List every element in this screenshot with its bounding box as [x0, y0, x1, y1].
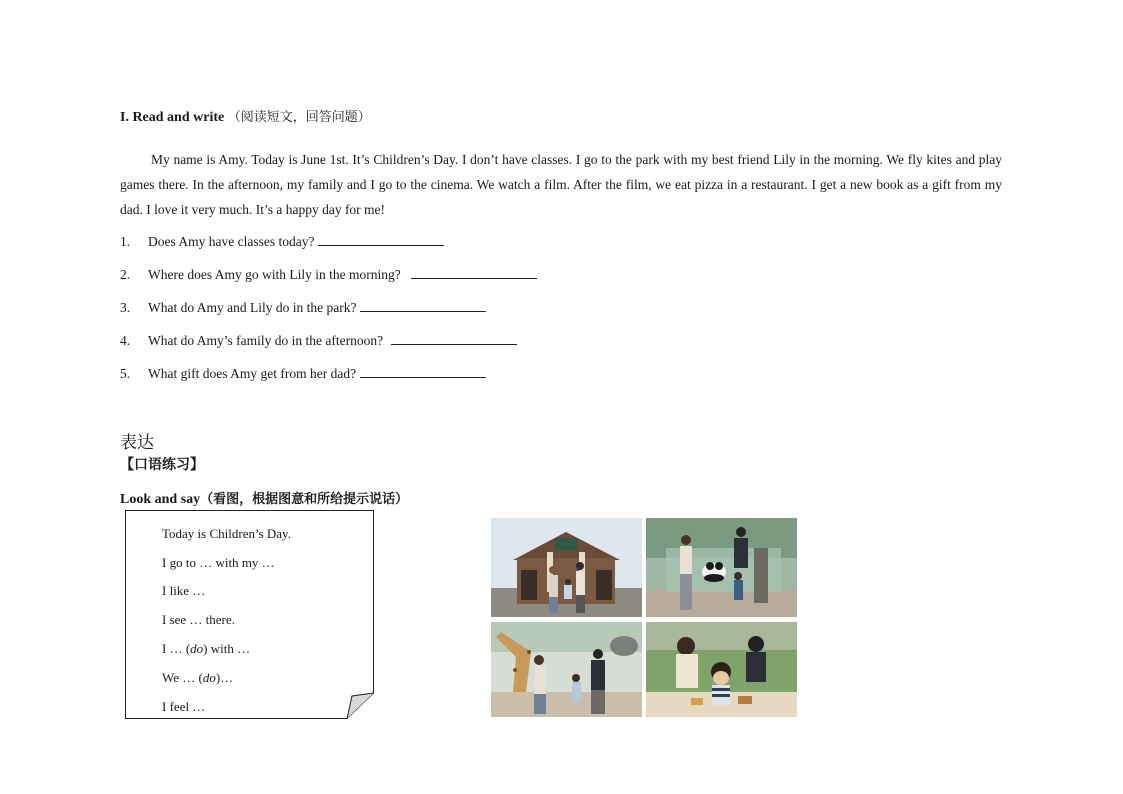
prompt-line: I see … there.: [162, 612, 235, 627]
question-2: [120, 266, 537, 283]
question-number: 4.: [120, 333, 131, 348]
question-text: Does Amy have classes today?: [148, 234, 315, 249]
prompt-line: We … (do)…: [162, 670, 234, 685]
oral-practice-heading: 【口语练习】: [120, 457, 204, 473]
question-3: [120, 299, 486, 316]
picnic-photo: [646, 622, 797, 721]
zoo-entrance-photo: [491, 518, 642, 617]
question-text: What gift does Amy get from her dad?: [148, 366, 357, 381]
section-title: [120, 106, 371, 126]
question-5: [120, 365, 486, 382]
giraffe-feeding-photo: [491, 622, 642, 721]
prompt-line: I go to … with my …: [162, 555, 275, 570]
question-number: 3.: [120, 300, 131, 315]
answer-blank[interactable]: [318, 233, 444, 246]
prompt-line: Today is Children’s Day.: [162, 526, 291, 541]
panda-exhibit-photo: [646, 518, 797, 617]
answer-blank[interactable]: [360, 299, 486, 312]
look-and-say-heading: [120, 488, 408, 508]
answer-blank[interactable]: [391, 332, 517, 345]
section-title-en: I. Read and write: [120, 110, 225, 125]
question-text: Where does Amy go with Lily in the morning?: [148, 267, 401, 282]
section-title-zh: （阅读短文，回答问题）: [227, 110, 371, 125]
express-heading: 表达: [120, 433, 154, 453]
question-text: What do Amy and Lily do in the park?: [148, 300, 357, 315]
question-4: [120, 332, 517, 349]
reading-passage: My name is Amy. Today is June 1st. It’s Children’s Day. I don’t have classes. I go to the park with my best friend Lily in the morning. We fly kites and play games there. In the afternoon, my family and I go to the cinema. We watch a film. After the film, we eat pizza in a restaurant. I get a new book as a gift from my dad. I love it very much. It’s a happy day for me!: [120, 152, 1002, 217]
answer-blank[interactable]: [411, 266, 537, 279]
question-text: What do Amy’s family do in the afternoon?: [148, 333, 384, 348]
look-and-say-en: Look and say: [120, 492, 201, 507]
prompt-line: I … (do) with …: [162, 641, 251, 656]
prompt-line: I like …: [162, 583, 206, 598]
question-number: 1.: [120, 234, 131, 249]
question-number: 5.: [120, 366, 131, 381]
question-1: [120, 233, 444, 250]
question-number: 2.: [120, 267, 131, 282]
prompt-line: I feel …: [162, 699, 206, 714]
answer-blank[interactable]: [360, 365, 486, 378]
look-and-say-zh: （看图，根据图意和所给提示说话）: [200, 492, 409, 507]
prompt-note: [125, 510, 374, 719]
